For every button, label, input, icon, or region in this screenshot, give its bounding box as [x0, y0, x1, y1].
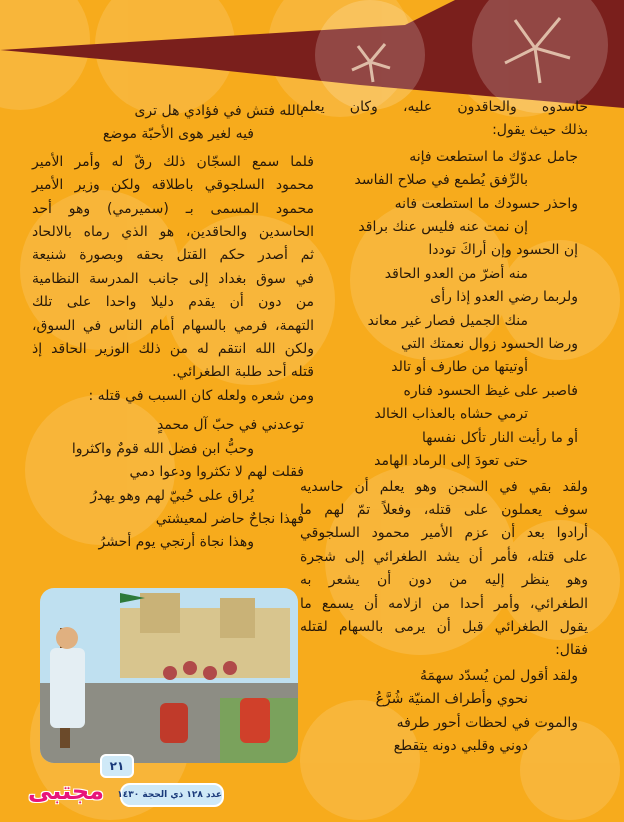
verse-line: دوني وقلبي دونه يتقطع [393, 737, 528, 754]
text-line: ولقد بقي في السجن وهو يعلم أن حاسديه [300, 478, 588, 495]
text-line: الطغرائي، وأمر أحدا من ازلامه أن يسمع ما [300, 595, 588, 612]
verse-line: بالله فتش في فؤادي هل ترى [134, 103, 304, 119]
verse-line: حتى تعودَ إلى الرماد الهامد [374, 453, 528, 470]
text-line: فقال: [555, 642, 588, 659]
verse-line: أوتيتها من طارف أو تالد [391, 359, 528, 376]
verse-line: ترمي حشاه بالعذاب الخالد [374, 406, 528, 423]
verse-line: إن الحسود وإن أراكَ توددا [428, 242, 578, 259]
text-line: في سوق بغداد إلى جانب المدرسة النظامية [32, 270, 314, 287]
left-column-poem-2 [32, 414, 314, 554]
text-line: وهو ينظر إليه من دون أن يشعر به [300, 572, 588, 589]
verse-line: توعدني في حبّ آل محمدٍ [157, 417, 304, 434]
verse-line: ورضا الحسود زوال نعمتك التي [400, 336, 578, 353]
text-line: ومن شعره ولعله كان السبب في قتله : [88, 387, 314, 404]
text-line: ثم أصدر حكم القتل بحقه وبصورة شنيعة [32, 247, 314, 264]
verse-line: فاصبر على غيظ الحسود فناره [403, 382, 578, 399]
verse-line: فيه لغير هوى الأحبّة موضع [102, 126, 254, 143]
right-column-poem-2 [300, 665, 588, 759]
right-column-intro [300, 96, 588, 143]
right-column [300, 96, 588, 758]
magazine-logo: مجتبى [28, 777, 105, 805]
right-column-prose [300, 476, 588, 663]
verse-line: أو ما رأيت النار تأكل نفسها [422, 429, 578, 446]
text-line: على قتله، فأمر أن يشد الطغرائي إلى شجرة [300, 548, 588, 565]
verse-line: واحذر حسودك ما استطعت فانه [394, 195, 578, 212]
text-line: من دون أن يقدم دليلا واحدا على تلك [32, 294, 314, 311]
text-line: التهمة، فرمي بالسهام أمام الناس في السوق، [32, 317, 314, 334]
left-column-prose [32, 151, 314, 408]
verse-line: يُراق على حُبيّ لهم وهو يهدرُ [90, 487, 254, 504]
text-line: بذلك حيث يقول: [492, 122, 588, 139]
verse-line: فقلت لهم لا تكثروا ودعوا دمي [129, 464, 304, 481]
text-line: أرادوا بعد أن عزم الأمير محمود السلجوقي [300, 525, 588, 542]
verse-line: بالرِّفق يُطمع في صلاح الفاسد [354, 172, 528, 189]
verse-line: ولقد أقول لمن يُسدّد سهمَهُ [419, 667, 578, 684]
text-line: فلما سمع السجّان ذلك رقّ له وأمر الأمير [32, 153, 314, 170]
verse-line: جامل عدوّك ما استطعت فإنه [409, 148, 578, 165]
text-line: ولكن الله انتقم له من ذلك الوزير الحاقد إذ [32, 341, 314, 358]
text-line: سوف يعملون على قتله، وفعلاً تمّ لهم ما [300, 501, 588, 518]
text-line: قتله أحد طلبة الطغرائي. [172, 364, 314, 381]
left-column [32, 100, 314, 555]
page-number: ٢١ [100, 754, 134, 778]
verse-line: منك الجميل فصار غير معاند [367, 312, 528, 329]
right-column-poem-1 [300, 146, 588, 474]
verse-line: والموت في لحظات أحور طرفه [396, 714, 578, 731]
verse-line: نحوي وأطراف المنيّة شُرَّعُ [375, 691, 528, 708]
verse-line: وحبُّ ابن فضل الله قومٌ واكثروا [71, 440, 254, 457]
verse-line: وهذا نجاة أرتجي يوم أحشرُ [98, 534, 254, 551]
story-illustration [40, 588, 298, 763]
verse-line: فهذا نجاحٌ حاضر لمعيشتي [155, 510, 304, 527]
verse-line: ولربما رضي العدو إذا رأى [430, 289, 578, 306]
text-line: الحاسدين والحاقدين، هو الذي رماه بالالحاد [32, 224, 314, 241]
text-line: يقول الطغرائي قبل أن يرمى بالسهام لقتله [300, 618, 588, 635]
text-line: محمود المسمى بـ (سميرمي) وهو أحد [32, 200, 314, 217]
verse-line: إن نمت عنه فليس عنك براقد [358, 219, 528, 236]
issue-label: عدد ١٢٨ ذي الحجة ١٤٣٠ [120, 783, 224, 807]
verse-line: منه أضرّ من العدو الحاقد [384, 265, 528, 282]
text-line: حاسدوه والحاقدون عليه، وكان يعلم [300, 99, 588, 115]
left-column-poem-1 [32, 100, 314, 147]
text-line: محمود السلجوقي باطلاقه ولكن وزير الأمير [32, 177, 314, 194]
